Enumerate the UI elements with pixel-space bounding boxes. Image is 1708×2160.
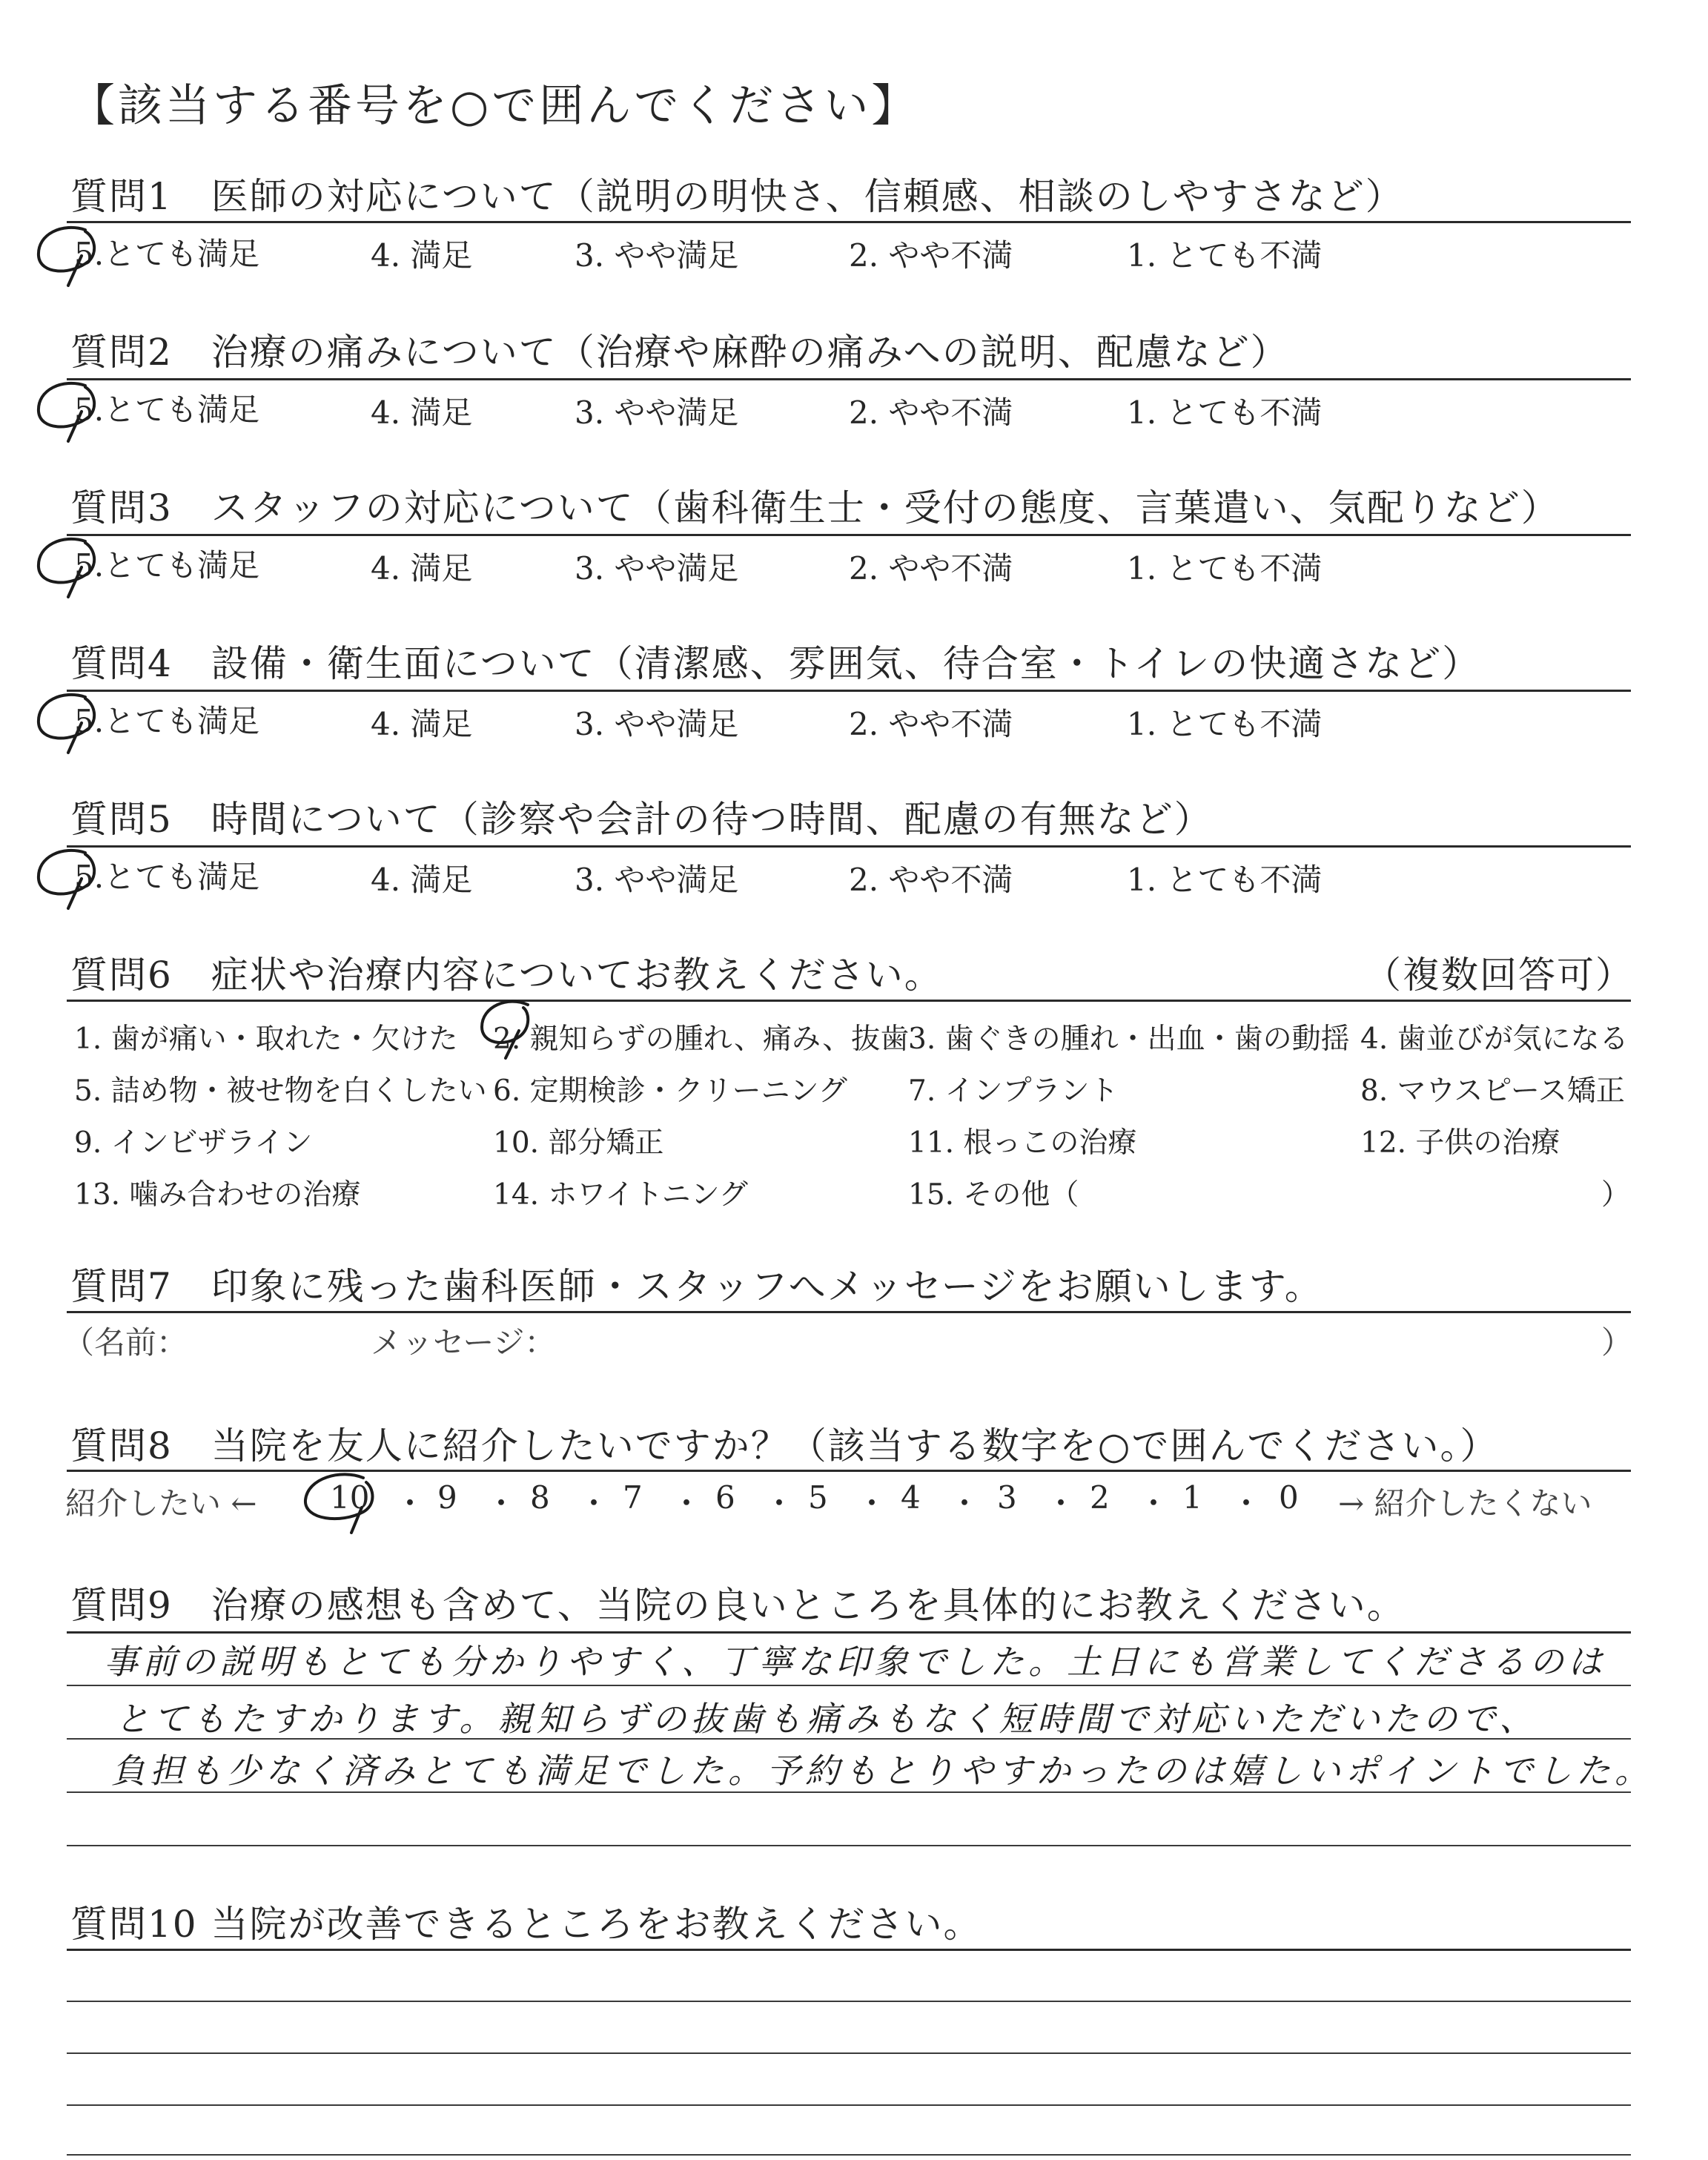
question-4-title: 質問4 設備・衛生面について（清潔感、雰囲気、待合室・トイレの快適さなど） [70, 642, 1481, 685]
q8-sep: ・ [856, 1485, 888, 1522]
circle-mark-icon [30, 371, 119, 445]
divider [67, 221, 1631, 223]
q3-option-5[interactable]: 5.とても満足 [74, 547, 260, 584]
q6-option-13[interactable]: 13. 噛み合わせの治療 [74, 1178, 361, 1212]
q2-option-1[interactable]: 1. とても不満 [1127, 394, 1323, 431]
answer-rule [67, 2154, 1631, 2156]
q3-option-3[interactable]: 3. やや満足 [575, 550, 739, 587]
question-2-title: 質問2 治療の痛みについて（治療や麻酔の痛みへの説明、配慮など） [70, 331, 1289, 374]
question-3-title: 質問3 スタッフの対応について（歯科衛生士・受付の態度、言葉遣い、気配りなど） [70, 486, 1560, 529]
question-6-note: （複数回答可） [1364, 954, 1634, 997]
q3-option-1[interactable]: 1. とても不満 [1127, 550, 1323, 587]
q8-scale-6[interactable]: 6 [715, 1479, 735, 1516]
q7-name-label: （名前： [63, 1324, 188, 1361]
q6-option-5[interactable]: 5. 詰め物・被せ物を白くしたい [74, 1074, 487, 1108]
q8-left-label: 紹介したい ← [65, 1485, 257, 1522]
q2-option-5[interactable]: 5.とても満足 [74, 392, 260, 428]
q8-right-label: → 紹介したくない [1338, 1485, 1592, 1522]
q8-scale-4[interactable]: 4 [901, 1479, 921, 1516]
q4-option-3[interactable]: 3. やや満足 [575, 706, 739, 742]
question-10-title: 質問10 当院が改善できるところをお教えください。 [70, 1903, 982, 1946]
question-7-title: 質問7 印象に残った歯科医師・スタッフへメッセージをお願いします。 [70, 1265, 1323, 1308]
q2-option-2[interactable]: 2. やや不満 [849, 394, 1013, 431]
circle-mark-icon [30, 838, 119, 912]
q8-scale-0[interactable]: 0 [1279, 1479, 1299, 1516]
circle-mark-icon [460, 990, 541, 1064]
q6-option-9[interactable]: 9. インビザライン [74, 1126, 313, 1160]
divider [67, 845, 1631, 848]
divider [67, 1311, 1631, 1313]
q6-option-11[interactable]: 11. 根っこの治療 [908, 1126, 1137, 1160]
q2-option-3[interactable]: 3. やや満足 [575, 394, 739, 431]
q6-option-4[interactable]: 4. 歯並びが気になる [1360, 1023, 1629, 1056]
divider [67, 1949, 1631, 1951]
q1-option-1[interactable]: 1. とても不満 [1127, 237, 1323, 274]
question-6-title: 質問6 症状や治療内容についてお教えください。 [70, 954, 943, 997]
divider [67, 1000, 1631, 1002]
q6-option-12[interactable]: 12. 子供の治療 [1360, 1126, 1560, 1160]
question-5-title: 質問5 時間について（診察や会計の待つ時間、配慮の有無など） [70, 798, 1213, 841]
circle-mark-icon [30, 526, 119, 601]
divider [67, 534, 1631, 536]
q4-option-4[interactable]: 4. 満足 [371, 706, 473, 742]
answer-line-2: とてもたすかります。親知らずの抜歯も痛みもなく短時間で対応いただいたので、 [115, 1699, 1538, 1739]
q3-option-4[interactable]: 4. 満足 [371, 550, 473, 587]
q6-other-close-paren: ） [1601, 1178, 1631, 1212]
circle-mark-icon [30, 215, 119, 289]
q7-message-label: メッセージ： [371, 1324, 556, 1361]
q8-scale-9[interactable]: 9 [437, 1479, 457, 1516]
q8-sep: ・ [1231, 1485, 1262, 1522]
divider [67, 1631, 1631, 1634]
q8-sep: ・ [1138, 1485, 1170, 1522]
circle-mark-icon [30, 682, 119, 756]
q4-option-2[interactable]: 2. やや不満 [849, 706, 1013, 742]
q8-scale-10[interactable]: 10 [330, 1479, 370, 1516]
q6-option-7[interactable]: 7. インプラント [908, 1074, 1119, 1108]
answer-rule [67, 2104, 1631, 2106]
divider [67, 378, 1631, 380]
q6-option-3[interactable]: 3. 歯ぐきの腫れ・出血・歯の動揺 [908, 1023, 1350, 1056]
q5-option-5[interactable]: 5.とても満足 [74, 859, 260, 895]
q8-scale-7[interactable]: 7 [623, 1479, 643, 1516]
q5-option-3[interactable]: 3. やや満足 [575, 862, 739, 898]
circle-mark-icon [289, 1464, 393, 1539]
q1-option-3[interactable]: 3. やや満足 [575, 237, 739, 274]
q5-option-2[interactable]: 2. やや不満 [849, 862, 1013, 898]
answer-rule [67, 1685, 1631, 1686]
q5-option-1[interactable]: 1. とても不満 [1127, 862, 1323, 898]
answer-rule [67, 2001, 1631, 2002]
answer-rule [67, 1738, 1631, 1740]
q3-option-2[interactable]: 2. やや不満 [849, 550, 1013, 587]
question-1-title: 質問1 医師の対応について（説明の明快さ、信頼感、相談のしやすさなど） [70, 175, 1404, 218]
q5-option-4[interactable]: 4. 満足 [371, 862, 473, 898]
q8-sep: ・ [949, 1485, 981, 1522]
answer-line-1: 事前の説明もとても分かりやすく、丁寧な印象でした。土日にも営業してくださるのは [104, 1642, 1607, 1682]
page-header: 【該当する番号を○で囲んでください】 [70, 80, 919, 132]
q6-option-8[interactable]: 8. マウスピース矯正 [1360, 1074, 1625, 1108]
answer-rule [67, 1791, 1631, 1793]
q8-scale-2[interactable]: 2 [1090, 1479, 1110, 1516]
q6-option-2[interactable]: 2. 親知らずの腫れ、痛み、抜歯 [493, 1023, 910, 1056]
answer-rule [67, 1845, 1631, 1846]
question-8-title: 質問8 当院を友人に紹介したいですか？（該当する数字を○で囲んでください。） [70, 1424, 1499, 1467]
q8-scale-5[interactable]: 5 [808, 1479, 828, 1516]
q1-option-2[interactable]: 2. やや不満 [849, 237, 1013, 274]
q6-option-15[interactable]: 15. その他（ [908, 1178, 1079, 1212]
q4-option-5[interactable]: 5.とても満足 [74, 703, 260, 739]
q1-option-4[interactable]: 4. 満足 [371, 237, 473, 274]
q8-scale-3[interactable]: 3 [997, 1479, 1017, 1516]
q6-option-10[interactable]: 10. 部分矯正 [493, 1126, 664, 1160]
q4-option-1[interactable]: 1. とても不満 [1127, 706, 1323, 742]
answer-rule [67, 2052, 1631, 2054]
q6-option-1[interactable]: 1. 歯が痛い・取れた・欠けた [74, 1023, 458, 1056]
q6-option-6[interactable]: 6. 定期検診・クリーニング [493, 1074, 847, 1108]
answer-line-3: 負担も少なく済みとても満足でした。予約もとりやすかったのは嬉しいポイントでした。 [111, 1751, 1653, 1791]
q8-scale-1[interactable]: 1 [1182, 1479, 1202, 1516]
q1-option-5[interactable]: 5.とても満足 [74, 236, 260, 272]
q7-close-paren: ） [1601, 1324, 1633, 1361]
q8-sep: ・ [1045, 1485, 1077, 1522]
divider [67, 690, 1631, 692]
q6-option-14[interactable]: 14. ホワイトニング [493, 1178, 748, 1212]
q8-sep: ・ [578, 1485, 610, 1522]
q8-sep: ・ [764, 1485, 795, 1522]
q8-sep: ・ [394, 1485, 426, 1522]
q8-scale-8[interactable]: 8 [530, 1479, 550, 1516]
question-9-title: 質問9 治療の感想も含めて、当院の良いところを具体的にお教えください。 [70, 1584, 1406, 1627]
q8-sep: ・ [671, 1485, 703, 1522]
q2-option-4[interactable]: 4. 満足 [371, 394, 473, 431]
q8-sep: ・ [486, 1485, 517, 1522]
